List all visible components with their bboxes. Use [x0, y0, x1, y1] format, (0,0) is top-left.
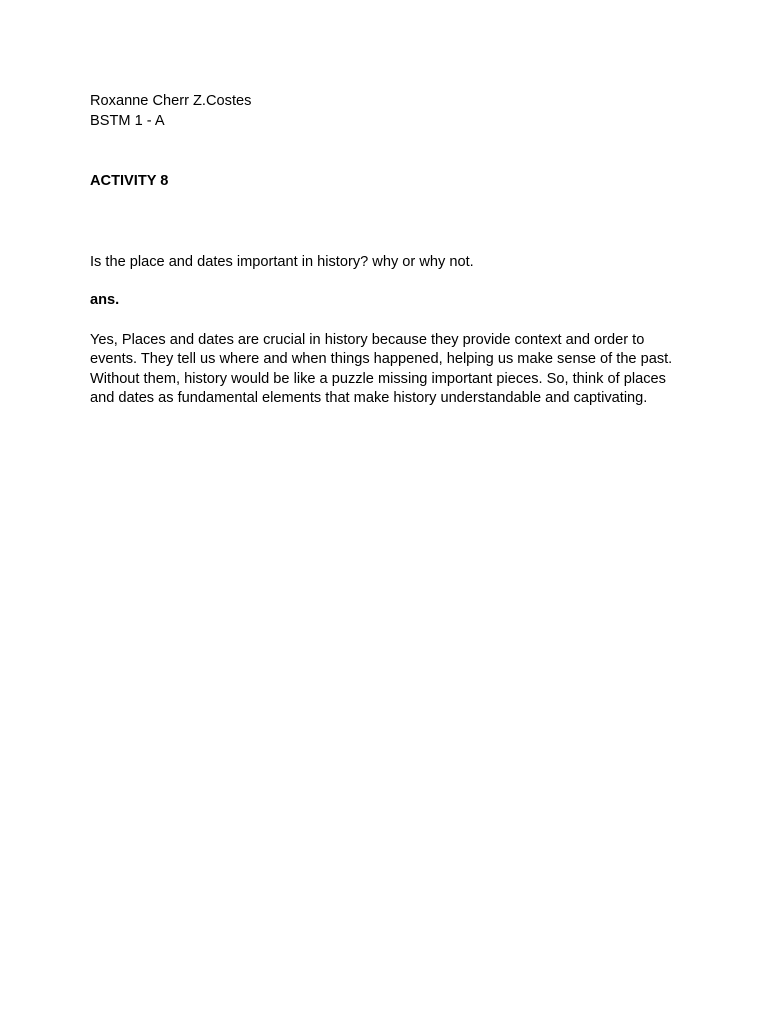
- answer-line: Without them, history would be like a puzzle missing important pieces. So, think of places: [90, 370, 666, 387]
- student-section: BSTM 1 - A: [90, 112, 165, 129]
- answer-paragraph: [90, 331, 678, 409]
- answer-line: Yes, Places and dates are crucial in history because they provide context and order to: [90, 331, 645, 348]
- answer-label: ans.: [90, 292, 120, 308]
- question-text: Is the place and dates important in history? why or why not.: [90, 253, 474, 270]
- answer-line: and dates as fundamental elements that make history understandable and captivating.: [90, 390, 648, 406]
- student-name: Roxanne Cherr Z.Costes: [90, 93, 252, 109]
- answer-line: events. They tell us where and when things happened, helping us make sense of the past.: [90, 351, 673, 367]
- activity-title: ACTIVITY 8: [90, 173, 169, 189]
